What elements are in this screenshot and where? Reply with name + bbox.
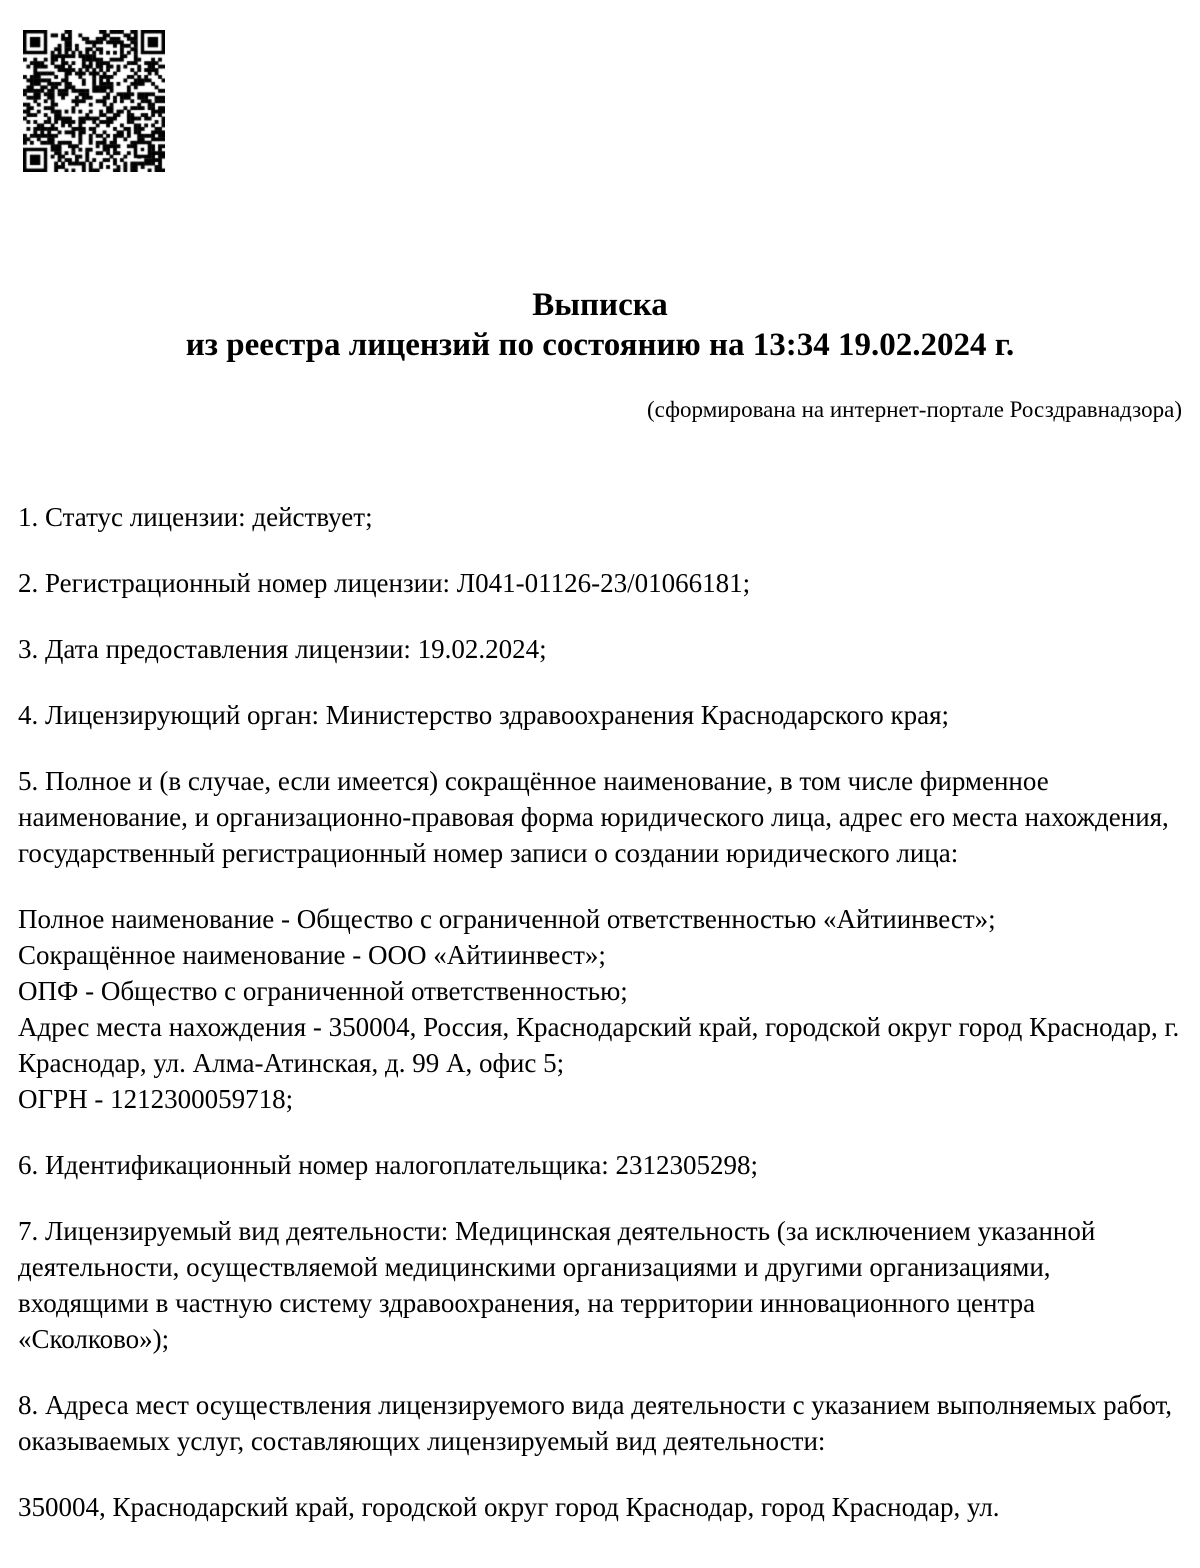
item-4-licensing-authority: 4. Лицензирующий орган: Министерство здравоохранения Краснодарского края; [18, 700, 950, 730]
item-7-licensed-activity: 7. Лицензируемый вид деятельности: Медицинская деятельность (за исключением указанной деятельности, осуществляемой медицинскими организациями и другими организациями, входящими в частную систему здравоохранения, на территории инновационного центра «Сколково»); [18, 1216, 1096, 1354]
activity-address-line: 350004, Краснодарский край, городской округ город Краснодар, город Краснодар, ул. [18, 1492, 1000, 1522]
company-ogrn: ОГРН - 1212300059718; [18, 1084, 294, 1114]
item-1-license-status: 1. Статус лицензии: действует; [18, 502, 373, 532]
company-short-name: Сокращённое наименование - ООО «Айтиинвест»; [18, 940, 606, 970]
item-3-license-date: 3. Дата предоставления лицензии: 19.02.2024; [18, 634, 547, 664]
company-address: Адрес места нахождения - 350004, Россия, Краснодарский край, городской округ город Краснодар, г. Краснодар, ул. Алма-Атинская, д. 99 А, офис 5; [18, 1012, 1180, 1078]
company-legal-form: ОПФ - Общество с ограниченной ответственностью; [18, 976, 628, 1006]
title-line-2: из реестра лицензий по состоянию на 13:34 19.02.2024 г. [185, 327, 1015, 363]
qr-code [23, 30, 165, 172]
company-details-block [18, 901, 1182, 1117]
item-6-taxpayer-number: 6. Идентификационный номер налогоплательщика: 2312305298; [18, 1150, 758, 1180]
item-5-entity-name-heading: 5. Полное и (в случае, если имеется) сокращённое наименование, в том числе фирменное наименование, и организационно-правовая форма юридического лица, адрес его места нахождения, государственный регистрационный номер записи о создании юридического лица: [18, 766, 1169, 868]
company-full-name: Полное наименование - Общество с ограниченной ответственностью «Айтиинвест»; [18, 904, 996, 934]
document-title [0, 285, 1200, 365]
document-subtitle: (сформирована на интернет-портале Росздравнадзора) [647, 397, 1182, 422]
document-body [18, 499, 1182, 1555]
title-line-1: Выписка [532, 287, 668, 323]
item-8-activity-addresses-heading: 8. Адреса мест осуществления лицензируемого вида деятельности с указанием выполняемых работ, оказываемых услуг, составляющих лицензируемый вид деятельности: [18, 1390, 1173, 1456]
item-2-registration-number: 2. Регистрационный номер лицензии: Л041-01126-23/01066181; [18, 568, 751, 598]
